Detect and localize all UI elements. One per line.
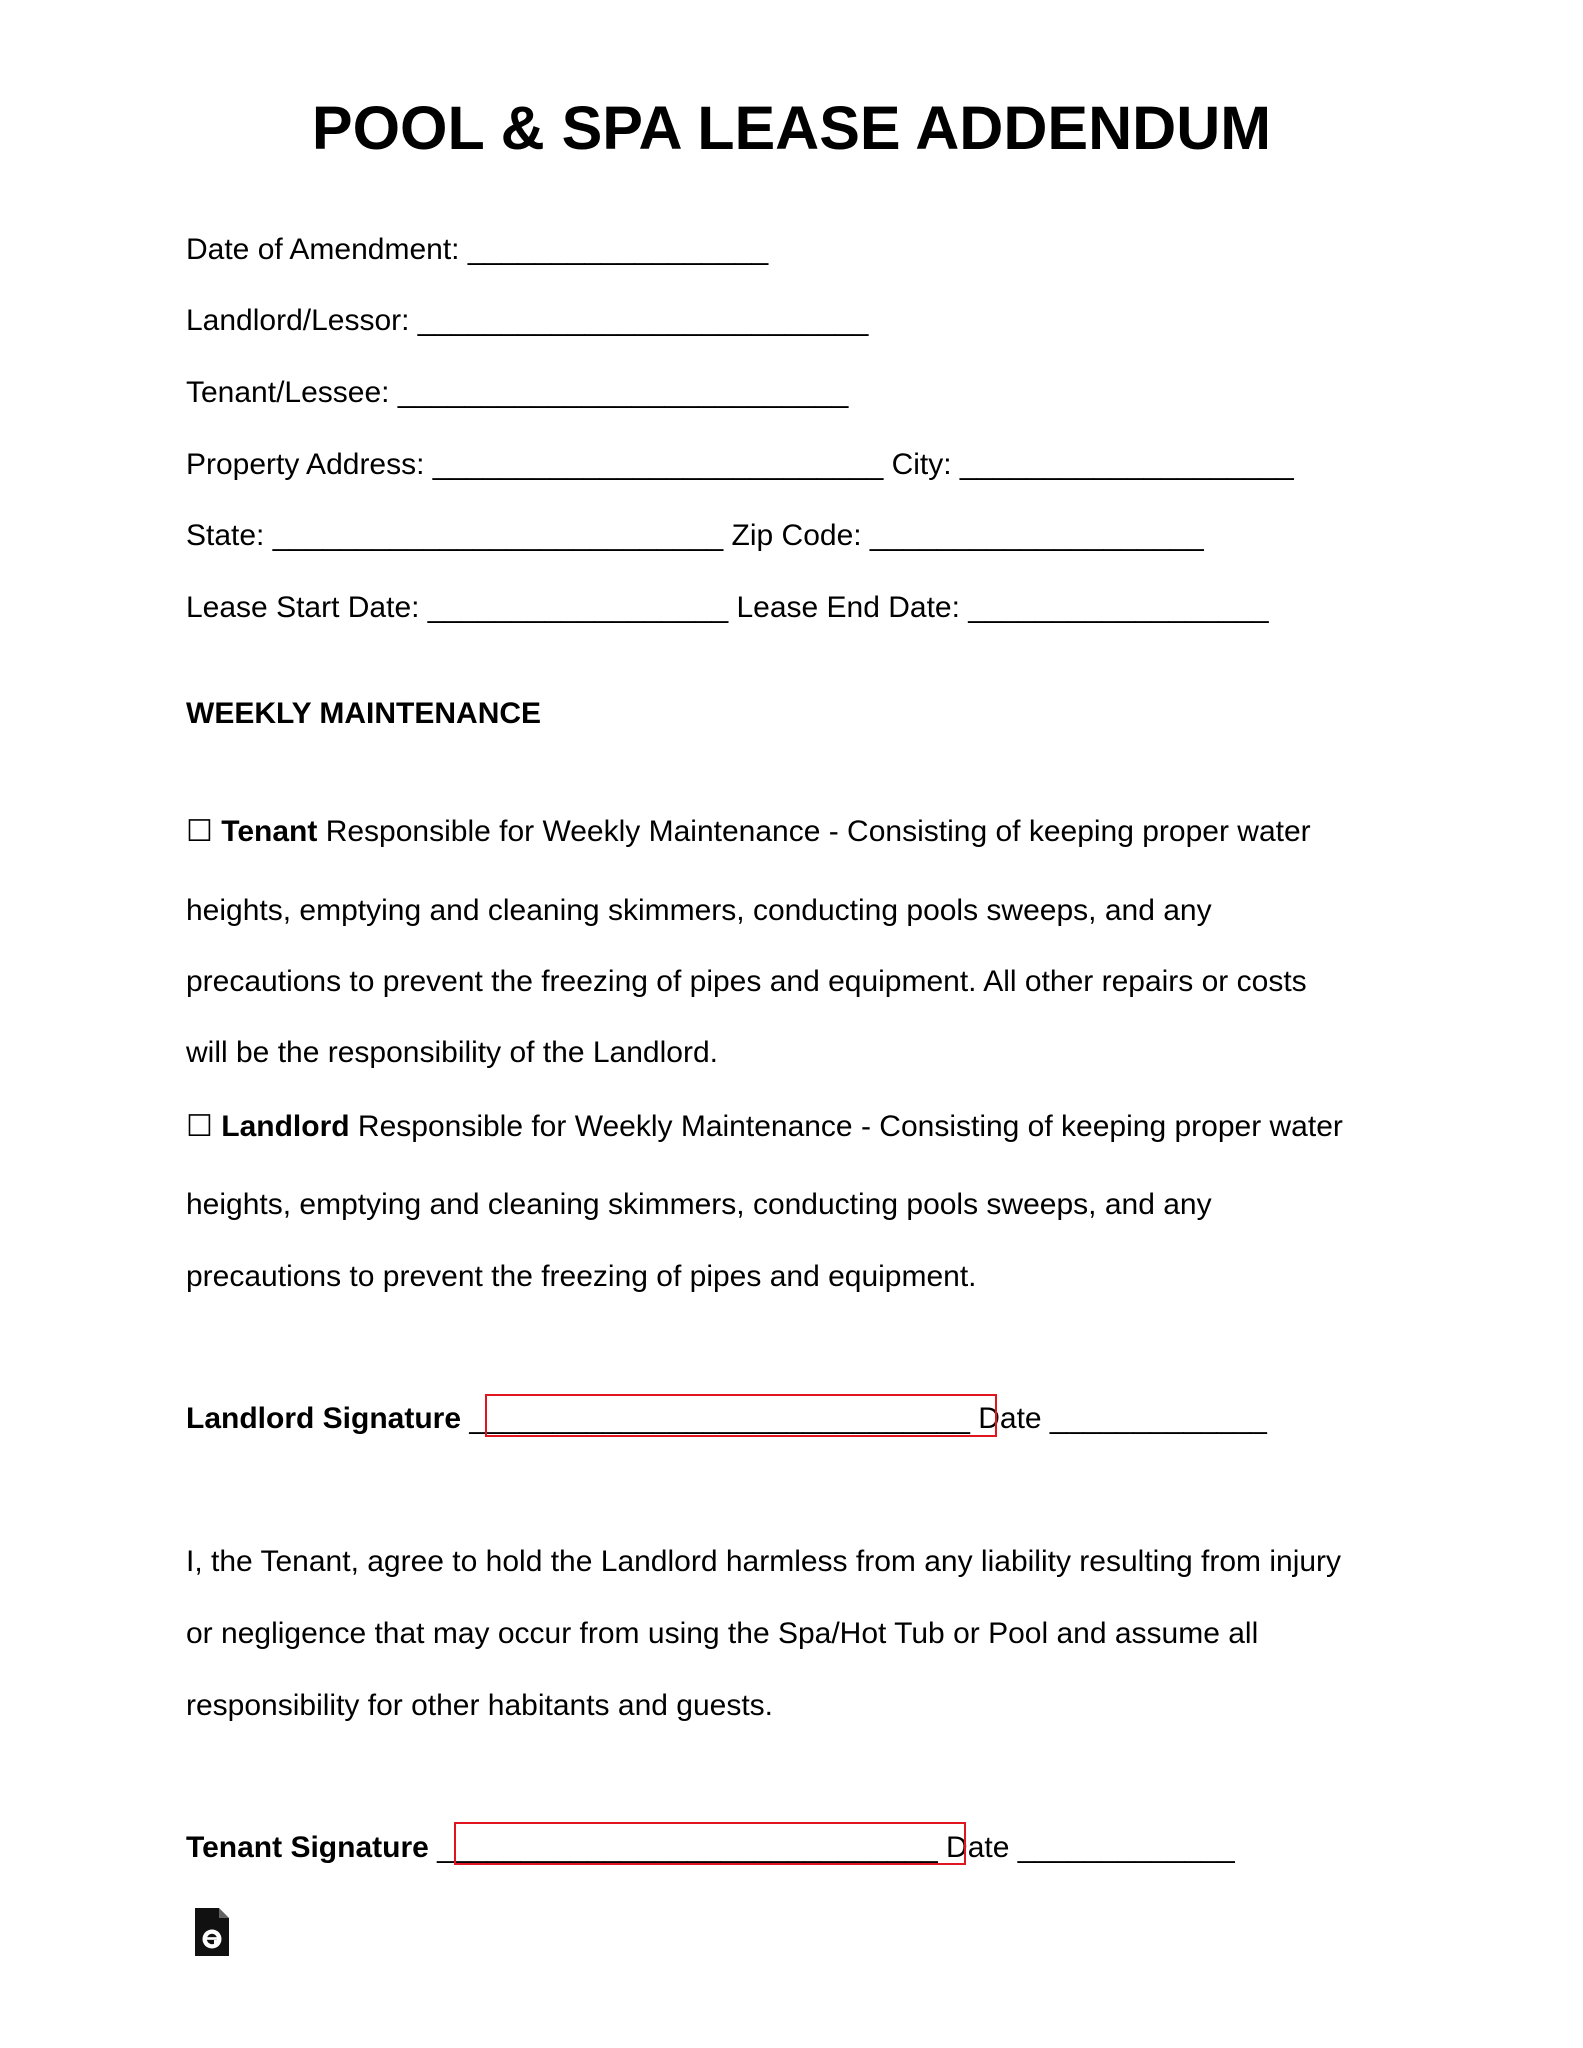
landlord-party-label: Landlord: [221, 1110, 350, 1143]
tenant-lessee-field[interactable]: Tenant/Lessee: ___________________________: [186, 376, 849, 409]
landlord-signature-line: ______________________________: [461, 1402, 970, 1435]
tenant-signature-date[interactable]: Date _____________: [937, 1831, 1235, 1864]
tenant-agreement-line-3: responsibility for other habitants and guests.: [186, 1689, 774, 1722]
landlord-lessor-field[interactable]: Landlord/Lessor: ___________________________: [186, 304, 869, 337]
tenant-party-label: Tenant: [221, 815, 318, 848]
weekly-maintenance-heading: WEEKLY MAINTENANCE: [186, 697, 542, 730]
landlord-signature-label: Landlord Signature: [186, 1402, 462, 1435]
tenant-signature-line: ______________________________: [428, 1831, 938, 1864]
tenant-maintenance-option: [186, 814, 1311, 850]
landlord-signature-box[interactable]: [485, 1394, 997, 1437]
landlord-option-line-3: precautions to prevent the freezing of pipes and equipment.: [186, 1260, 977, 1293]
tenant-option-line-2: heights, emptying and cleaning skimmers, conducting pools sweeps, and any: [186, 894, 1212, 927]
landlord-maintenance-option: [186, 1109, 1343, 1145]
tenant-checkbox[interactable]: ☐: [186, 815, 213, 848]
landlord-checkbox[interactable]: ☐: [186, 1110, 213, 1143]
tenant-option-line-3: precautions to prevent the freezing of pipes and equipment. All other repairs or costs: [186, 965, 1307, 998]
tenant-agreement-line-2: or negligence that may occur from using the Spa/Hot Tub or Pool and assume all: [186, 1617, 1259, 1650]
tenant-option-text: Responsible for Weekly Maintenance - Consisting of keeping proper water: [317, 815, 1311, 848]
landlord-signature-date[interactable]: Date _____________: [969, 1402, 1267, 1435]
landlord-option-text: Responsible for Weekly Maintenance - Consisting of keeping proper water: [349, 1110, 1343, 1143]
tenant-option-line-4: will be the responsibility of the Landlord.: [186, 1036, 718, 1069]
landlord-option-line-2: heights, emptying and cleaning skimmers, conducting pools sweeps, and any: [186, 1188, 1212, 1221]
property-address-city-field[interactable]: Property Address: ___________________________ City: ____________________: [186, 448, 1294, 481]
document-title: POOL & SPA LEASE ADDENDUM: [311, 94, 1272, 162]
tenant-agreement-line-1: I, the Tenant, agree to hold the Landlord harmless from any liability resulting from injury: [186, 1545, 1342, 1578]
tenant-signature-label: Tenant Signature: [186, 1831, 429, 1864]
date-of-amendment-field[interactable]: Date of Amendment: __________________: [186, 233, 769, 266]
tenant-signature-box[interactable]: [454, 1822, 966, 1865]
document-e-icon: [193, 1906, 231, 1958]
state-zip-field[interactable]: State: ___________________________ Zip Code: ____________________: [186, 519, 1204, 552]
lease-dates-field[interactable]: Lease Start Date: __________________ Lease End Date: __________________: [186, 591, 1269, 624]
